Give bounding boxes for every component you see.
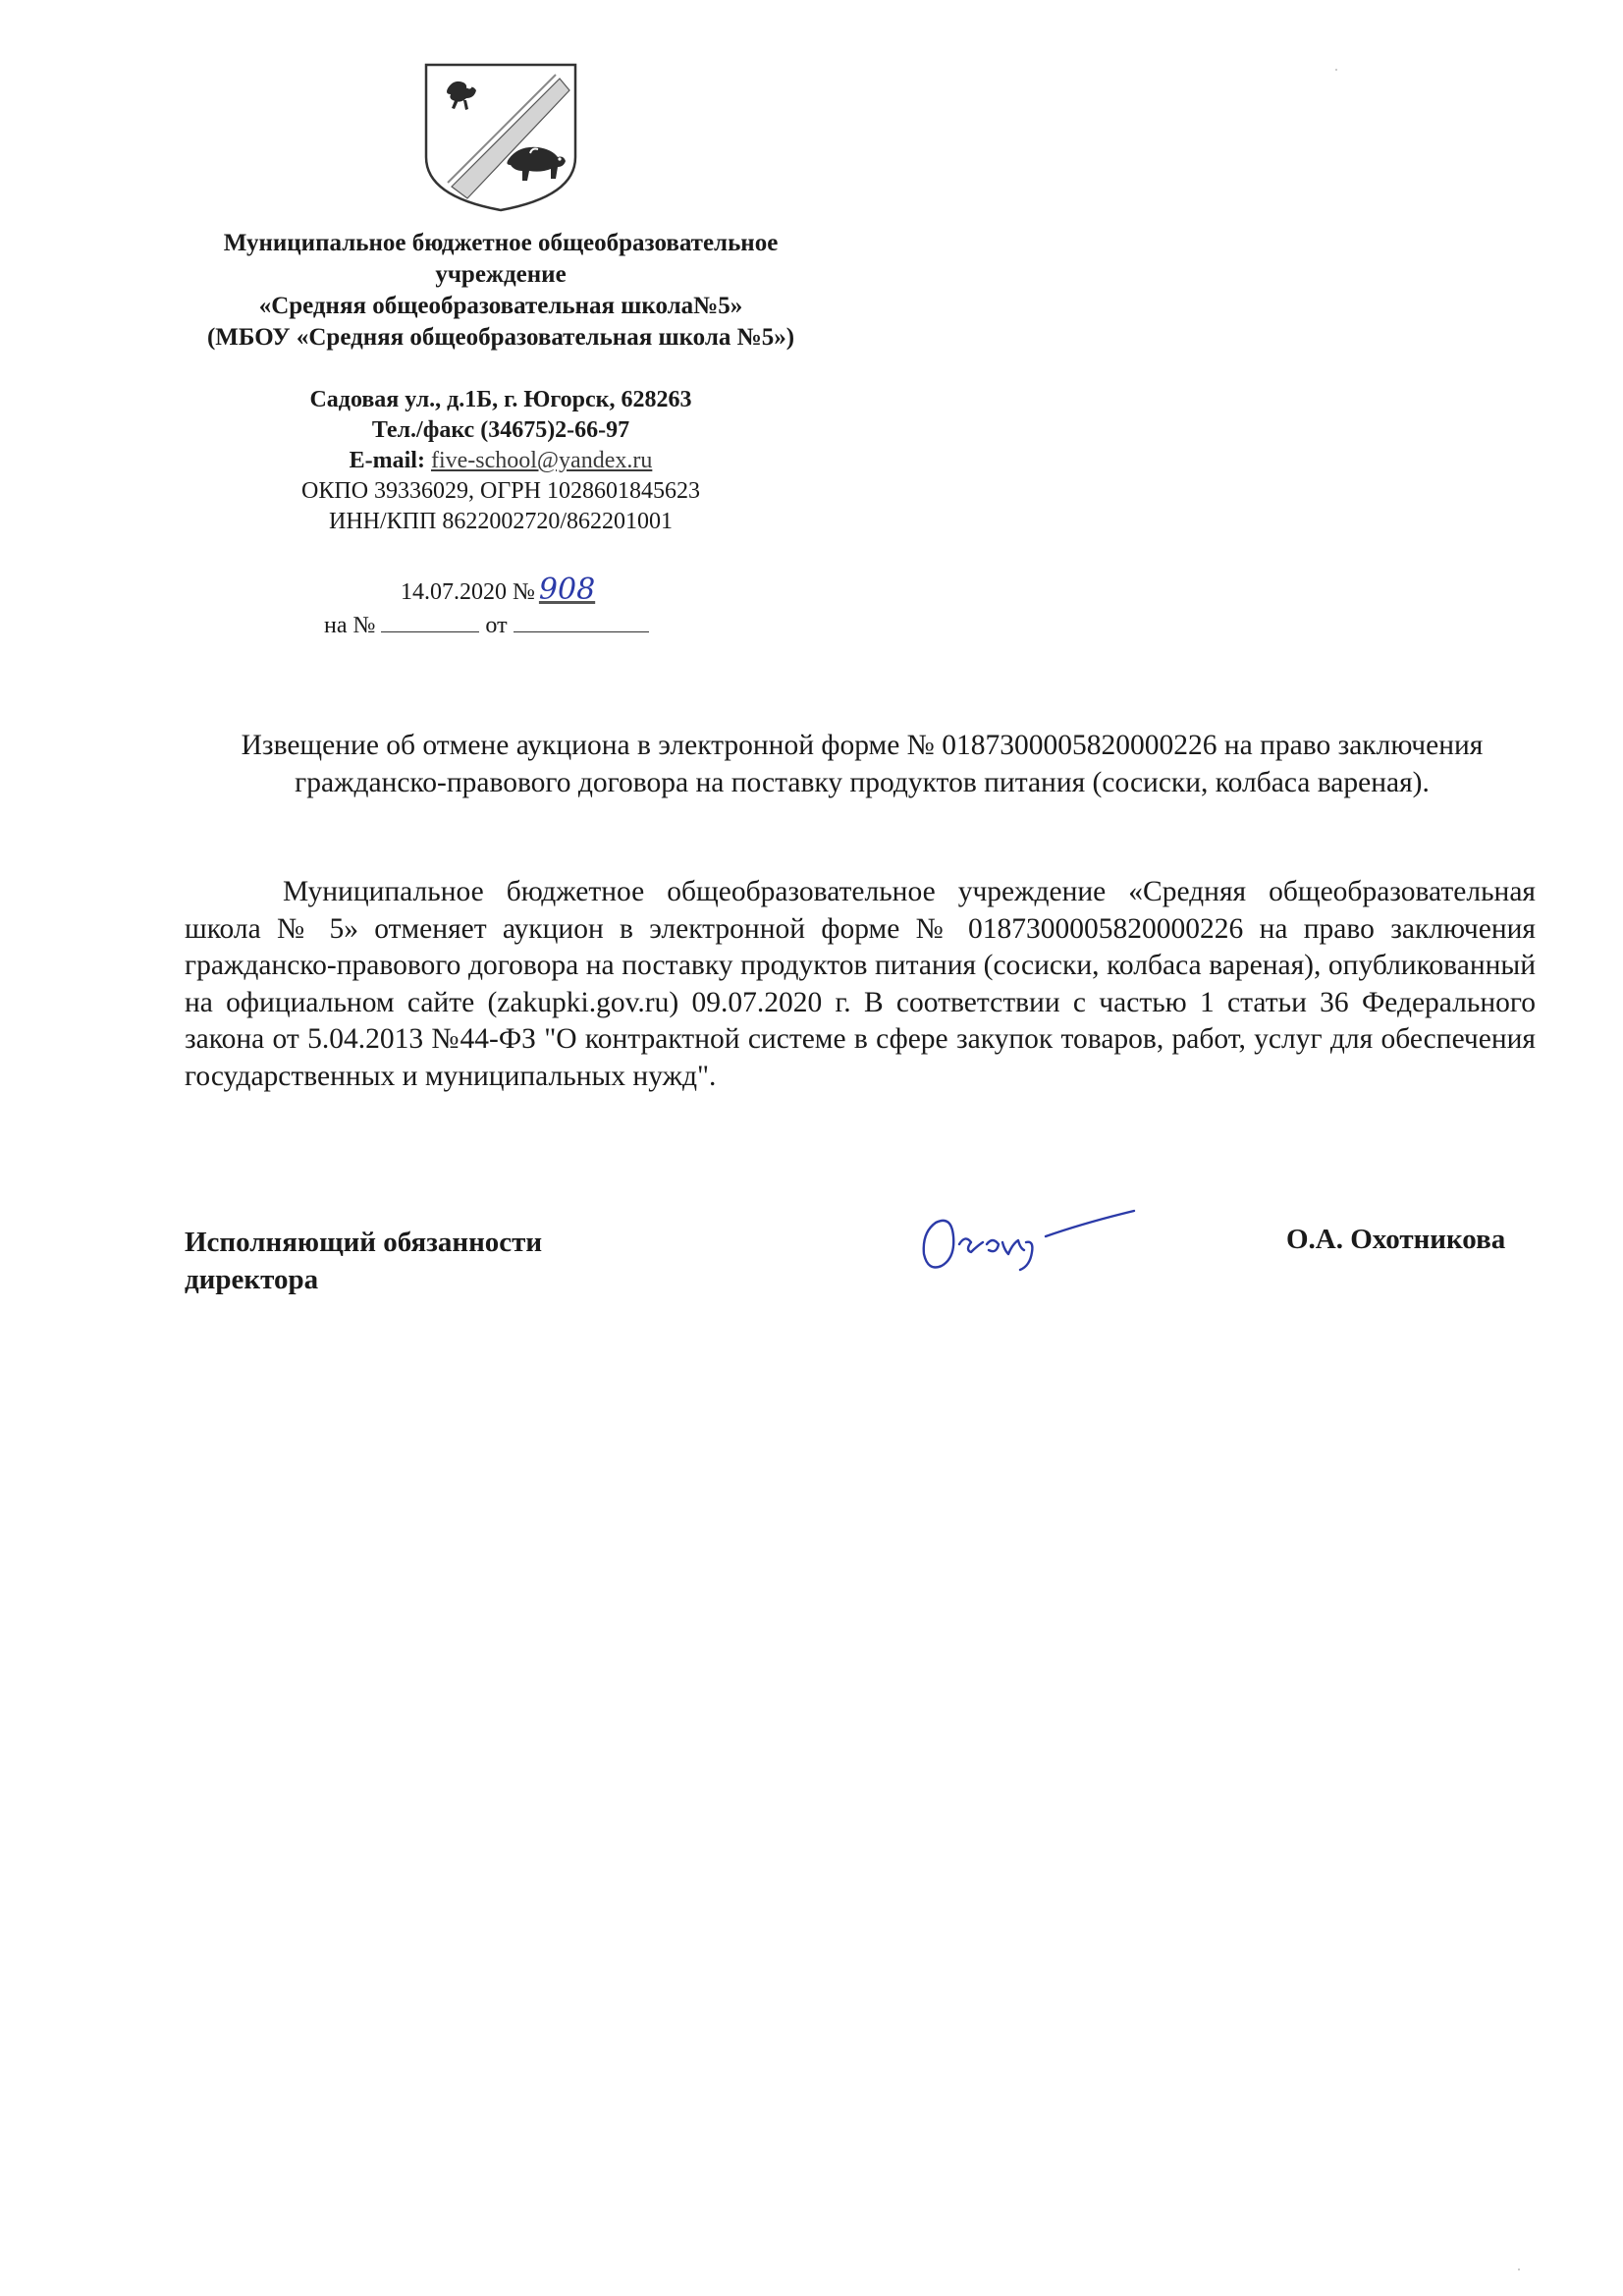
org-name-block [167, 228, 835, 354]
email-label: E-mail: [349, 448, 425, 473]
reference-date-blank [514, 610, 649, 632]
signer-title-line-2: директора [185, 1264, 319, 1295]
address: Садовая ул., д.1Б, г. Югорск, 628263 [309, 387, 692, 412]
reference-prefix: на № [324, 613, 376, 638]
coat-of-arms-icon [412, 59, 589, 214]
body-paragraph: Муниципальное бюджетное общеобразовательное учреждение «Средняя общеобразовательная школа № 5» отменяет аукцион в электронной форме № 0187300005820000226 на право заключения гражданско-правового договора на поставку продуктов питания (сосиски, колбаса вареная), опубликованный на официальном сайте (zakupki.gov.ru) 09.07.2020 г. В соответствии с частью 1 статьи 36 Федерального закона от 5.04.2013 №44-ФЗ "О контрактной системе в сфере закупок товаров, работ, услуг для обеспечения государственных и муниципальных нужд". [185, 876, 1536, 1092]
signer-name: О.А. Охотникова [1286, 1224, 1506, 1255]
handwritten-signature [908, 1193, 1144, 1282]
reference-line [324, 610, 649, 641]
reference-from: от [485, 613, 508, 638]
signer-title-line-1: Исполняющий обязанности [185, 1227, 543, 1258]
scan-speck [1518, 2269, 1520, 2270]
outgoing-date-line [324, 574, 649, 608]
phone: Тел./факс (34675)2-66-97 [371, 417, 630, 443]
signer-title [185, 1224, 636, 1298]
org-line-1: Муниципальное бюджетное общеобразовательное [223, 230, 779, 256]
notice-title: Извещение об отмене аукциона в электронной форме № 0187300005820000226 на право заключения гражданско-правового договора на поставку продуктов питания (сосиски, колбаса вареная). [241, 730, 1484, 798]
okpo-ogrn: ОКПО 39336029, ОГРН 1028601845623 [301, 478, 700, 504]
inn-kpp: ИНН/КПП 8622002720/862201001 [328, 509, 673, 534]
email-line [167, 446, 835, 476]
scan-speck [1335, 69, 1337, 71]
contacts-block [167, 385, 835, 537]
letterhead [167, 59, 835, 537]
handwritten-number: 908 [538, 573, 596, 607]
email-link[interactable]: five-school@yandex.ru [430, 448, 653, 473]
org-line-4: (МБОУ «Средняя общеобразовательная школа №5») [206, 324, 795, 351]
org-line-3: «Средняя общеобразовательная школа№5» [258, 293, 743, 319]
outgoing-date: 14.07.2020 № [401, 579, 535, 605]
org-line-2: учреждение [435, 261, 567, 288]
reference-number-blank [381, 610, 479, 632]
outgoing-number-block [324, 574, 649, 641]
